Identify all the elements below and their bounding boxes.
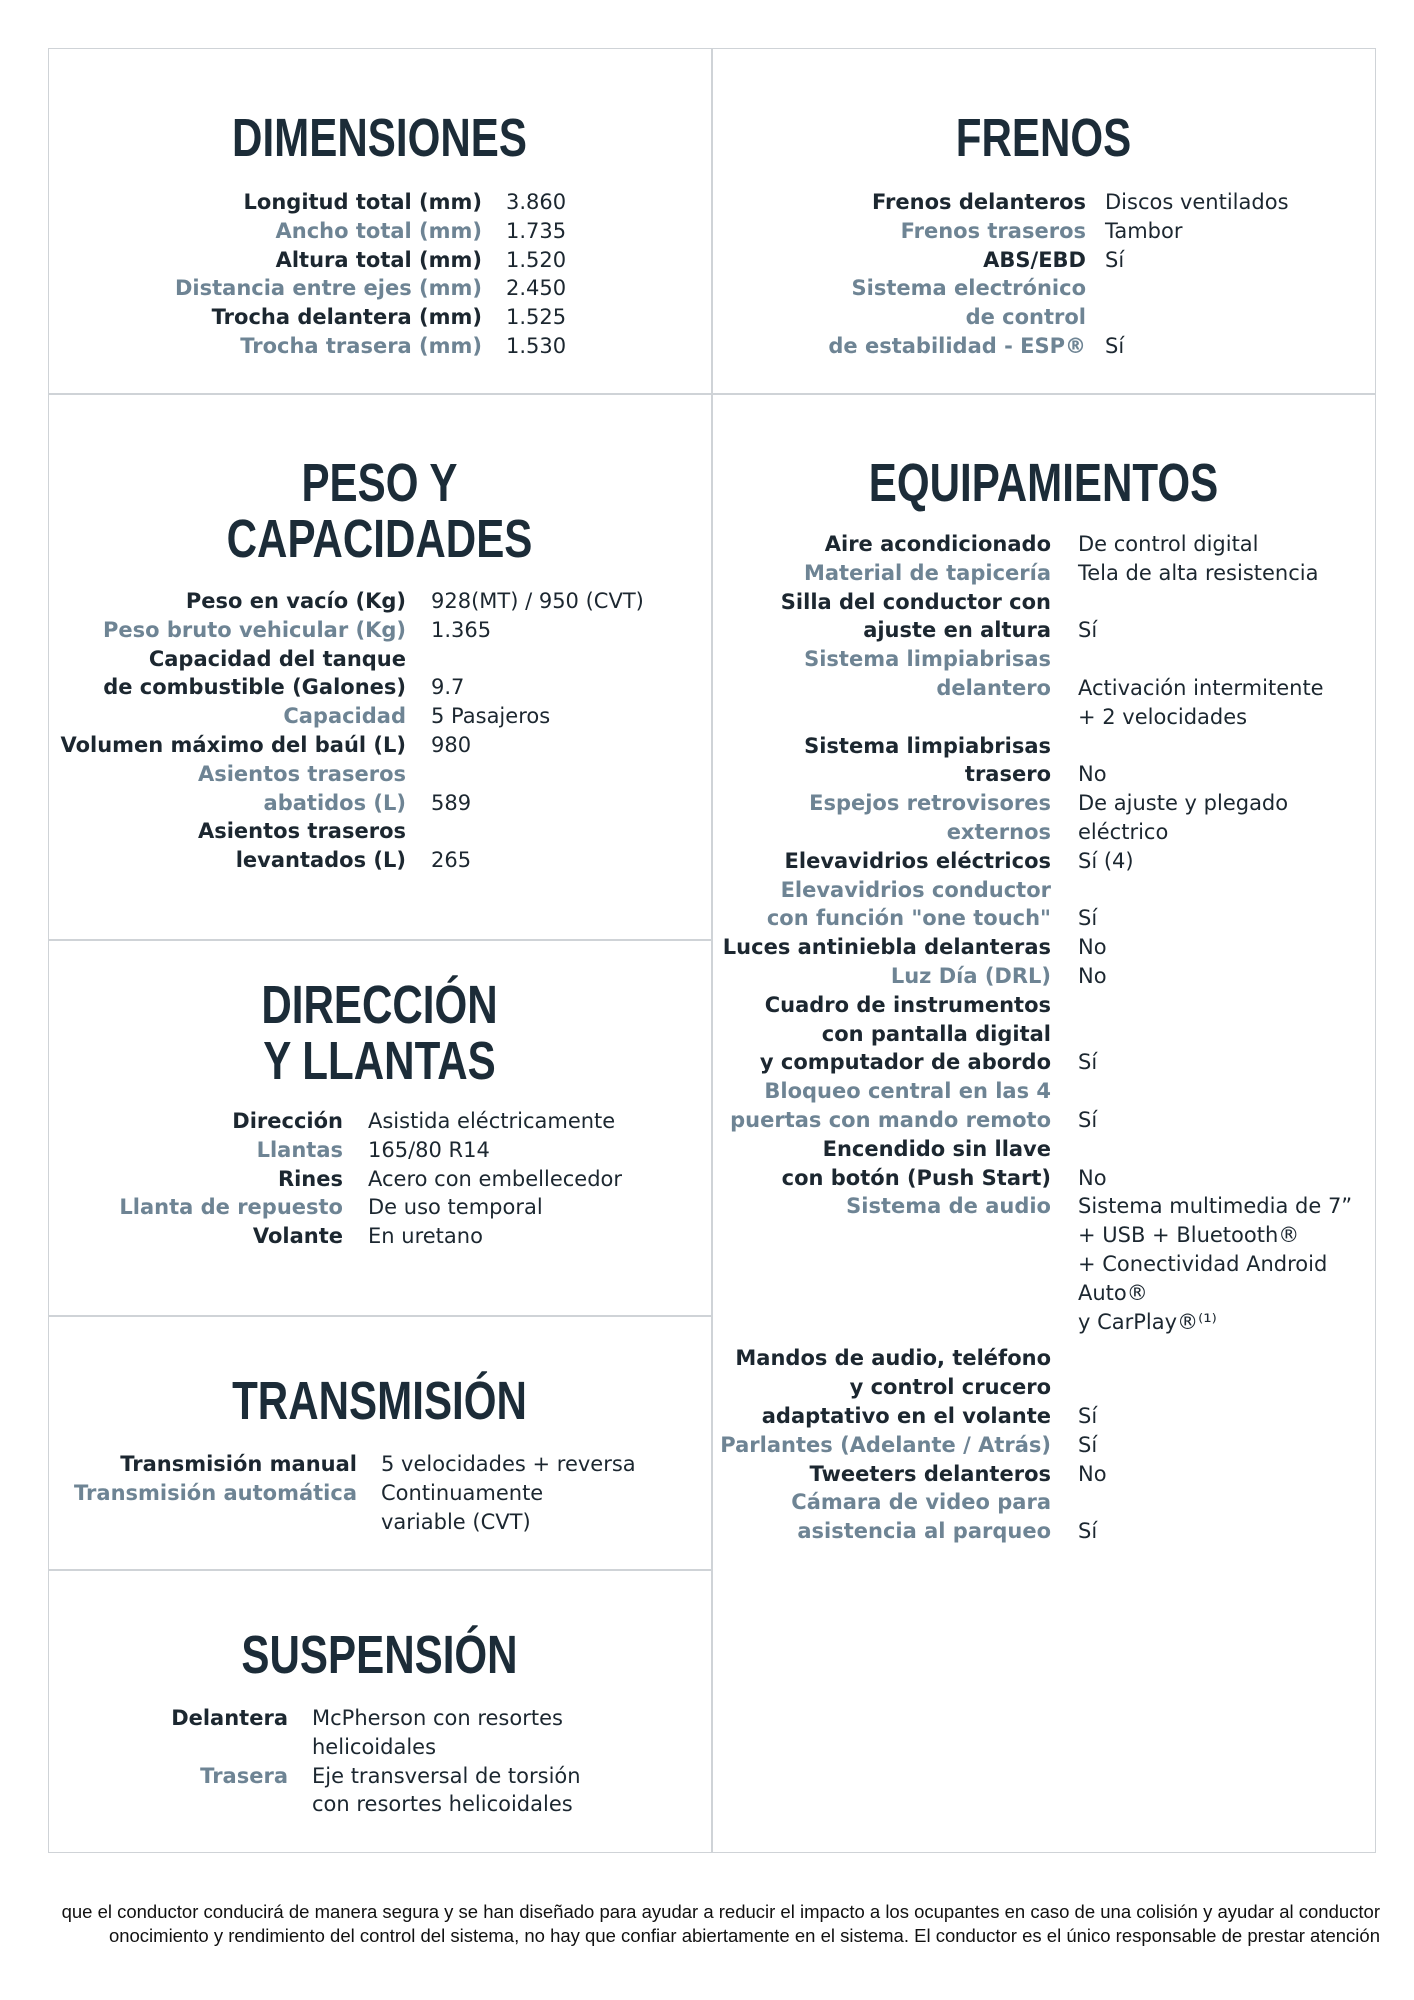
footer-disclaimer-line: que el conductor conducirá de manera segura y se han diseñado para ayudar a reducir el impacto a los ocupantes en caso de una colisión y ayudar al conductor bbox=[61, 1901, 1380, 1922]
spec-value: No bbox=[1078, 935, 1107, 960]
spec-label: Asientos traseros bbox=[197, 761, 406, 786]
spec-label: Tweeters delanteros bbox=[809, 1461, 1051, 1486]
spec-label: con pantalla digital bbox=[821, 1021, 1051, 1046]
spec-value: Sí bbox=[1078, 618, 1098, 643]
spec-row bbox=[711, 332, 1376, 361]
spec-row bbox=[711, 933, 1376, 962]
section-title: DIRECCIÓN bbox=[261, 975, 498, 1035]
spec-row bbox=[711, 732, 1376, 790]
spec-label: Luz Día (DRL) bbox=[890, 963, 1051, 988]
spec-table bbox=[711, 530, 1376, 1546]
spec-value: Continuamente bbox=[381, 1480, 544, 1505]
spec-label: Trocha delantera (mm) bbox=[211, 305, 482, 330]
spec-row bbox=[48, 616, 711, 645]
spec-row bbox=[711, 1135, 1376, 1164]
spec-row bbox=[48, 1222, 711, 1251]
spec-label: de control bbox=[965, 305, 1086, 330]
spec-row bbox=[48, 1479, 711, 1508]
spec-label: de combustible (Galones) bbox=[103, 675, 406, 700]
spec-row bbox=[711, 188, 1376, 217]
spec-label: levantados (L) bbox=[235, 848, 406, 873]
spec-row bbox=[711, 559, 1376, 588]
spec-row bbox=[48, 1450, 711, 1479]
spec-row bbox=[48, 846, 711, 875]
spec-value: Eje transversal de torsión bbox=[312, 1763, 581, 1788]
spec-row bbox=[48, 246, 711, 275]
spec-row bbox=[711, 1164, 1376, 1193]
section-title: DIMENSIONES bbox=[232, 108, 527, 168]
spec-label: Asientos traseros bbox=[197, 819, 406, 844]
spec-value: Sí bbox=[1078, 1107, 1098, 1132]
spec-table bbox=[48, 587, 711, 875]
spec-label: Delantera bbox=[171, 1706, 288, 1730]
spec-row bbox=[711, 1431, 1376, 1460]
spec-value: Sí bbox=[1105, 247, 1125, 272]
spec-row bbox=[48, 1193, 711, 1222]
spec-value: Sí bbox=[1078, 1519, 1098, 1544]
spec-row bbox=[48, 1704, 711, 1733]
spec-row bbox=[711, 217, 1376, 246]
spec-label: Peso bruto vehicular (Kg) bbox=[102, 617, 406, 642]
spec-label: con función "one touch" bbox=[766, 906, 1051, 931]
spec-value: 165/80 R14 bbox=[368, 1137, 490, 1162]
spec-label: Frenos traseros bbox=[900, 218, 1086, 243]
spec-label: ajuste en altura bbox=[863, 618, 1051, 643]
spec-value: 1.525 bbox=[506, 305, 567, 330]
spec-row bbox=[711, 1077, 1376, 1106]
footer-disclaimer-line: onocimiento y rendimiento del control del sistema, no hay que confiar abiertamente en el sistema. El conductor es el único responsable de prestar atención bbox=[108, 1925, 1380, 1946]
spec-label: Mandos de audio, teléfono bbox=[735, 1346, 1051, 1371]
spec-value: Sí bbox=[1078, 906, 1098, 931]
spec-row bbox=[48, 1165, 711, 1194]
spec-value: Sí bbox=[1078, 1432, 1098, 1457]
spec-label: Trocha trasera (mm) bbox=[240, 333, 482, 358]
spec-value: No bbox=[1078, 1461, 1107, 1486]
spec-row bbox=[48, 789, 711, 818]
spec-label: Elevavidrios eléctricos bbox=[784, 848, 1051, 873]
spec-label: abatidos (L) bbox=[263, 790, 406, 815]
spec-value: 1.520 bbox=[506, 247, 567, 272]
spec-row bbox=[711, 1308, 1376, 1337]
spec-row bbox=[711, 1106, 1376, 1135]
spec-value: 589 bbox=[431, 790, 472, 815]
spec-value: y CarPlay®⁽¹⁾ bbox=[1078, 1309, 1217, 1334]
spec-row bbox=[711, 1192, 1376, 1221]
spec-label: y computador de abordo bbox=[759, 1050, 1051, 1075]
spec-label: Silla del conductor con bbox=[780, 589, 1051, 614]
spec-row bbox=[48, 587, 711, 616]
spec-row bbox=[48, 1762, 711, 1791]
spec-row bbox=[711, 674, 1376, 703]
spec-row bbox=[48, 817, 711, 846]
spec-table bbox=[48, 188, 711, 361]
section-title: EQUIPAMIENTOS bbox=[868, 453, 1219, 513]
spec-label: con botón (Push Start) bbox=[781, 1165, 1051, 1190]
spec-value: Acero con embellecedor bbox=[368, 1166, 623, 1191]
spec-label: Altura total (mm) bbox=[275, 247, 482, 272]
spec-row bbox=[48, 702, 711, 731]
spec-value: con resortes helicoidales bbox=[312, 1792, 573, 1817]
spec-row bbox=[48, 303, 711, 332]
spec-row bbox=[711, 876, 1376, 905]
spec-value: Tela de alta resistencia bbox=[1078, 560, 1319, 585]
spec-row bbox=[48, 217, 711, 246]
spec-label: Bloqueo central en las 4 bbox=[764, 1079, 1051, 1104]
section-equipamientos bbox=[711, 393, 1376, 1853]
spec-value: No bbox=[1078, 1165, 1107, 1190]
spec-value: No bbox=[1078, 963, 1107, 988]
spec-row bbox=[711, 904, 1376, 933]
spec-row bbox=[711, 847, 1376, 876]
spec-table bbox=[48, 1704, 711, 1819]
spec-table bbox=[48, 1450, 711, 1536]
spec-label: Sistema limpiabrisas trasero bbox=[804, 733, 1051, 787]
spec-value: 2.450 bbox=[506, 276, 567, 301]
spec-value: 5 velocidades + reversa bbox=[381, 1452, 636, 1476]
spec-row bbox=[48, 760, 711, 789]
spec-label: Encendido sin llave bbox=[822, 1136, 1051, 1161]
spec-row bbox=[48, 731, 711, 760]
spec-label: Capacidad bbox=[283, 704, 406, 729]
spec-value: 1.735 bbox=[506, 218, 567, 243]
spec-row bbox=[48, 188, 711, 217]
section-title: TRANSMISIÓN bbox=[232, 1371, 527, 1431]
spec-row bbox=[711, 789, 1376, 847]
spec-value: variable (CVT) bbox=[381, 1509, 531, 1534]
spec-label: Distancia entre ejes (mm) bbox=[174, 276, 482, 301]
section-title: SUSPENSIÓN bbox=[241, 1625, 518, 1685]
spec-label: Ancho total (mm) bbox=[275, 218, 482, 243]
spec-label: Espejos retrovisores externos bbox=[809, 791, 1051, 844]
spec-value: + Conectividad Android Auto® bbox=[1078, 1251, 1328, 1305]
spec-value: Activación intermitente bbox=[1078, 675, 1324, 700]
spec-row bbox=[711, 588, 1376, 617]
spec-row bbox=[711, 1344, 1376, 1373]
section-title: FRENOS bbox=[955, 108, 1132, 168]
section-suspension bbox=[48, 1569, 711, 1853]
spec-value: De control digital bbox=[1078, 532, 1259, 556]
spec-label: Cuadro de instrumentos bbox=[764, 992, 1051, 1017]
spec-label: Volumen máximo del baúl (L) bbox=[60, 732, 406, 757]
spec-value: Sí bbox=[1078, 1050, 1098, 1075]
spec-value: 265 bbox=[431, 848, 472, 873]
spec-label: Parlantes (Adelante / Atrás) bbox=[720, 1432, 1051, 1457]
section-transmision bbox=[48, 1315, 711, 1569]
spec-row bbox=[711, 1460, 1376, 1489]
spec-table bbox=[48, 1107, 711, 1251]
spec-table bbox=[711, 188, 1376, 361]
spec-label: Transmisión automática bbox=[74, 1480, 357, 1505]
spec-value: Sistema multimedia de 7” bbox=[1078, 1194, 1353, 1219]
spec-label: puertas con mando remoto bbox=[730, 1107, 1051, 1132]
spec-row bbox=[711, 1402, 1376, 1431]
spec-label: Transmisión manual bbox=[120, 1452, 357, 1476]
spec-label: adaptativo en el volante bbox=[761, 1403, 1051, 1428]
spec-row bbox=[711, 616, 1376, 645]
spec-row bbox=[711, 1517, 1376, 1546]
spec-label: asistencia al parqueo bbox=[797, 1519, 1051, 1544]
spec-row bbox=[48, 1136, 711, 1165]
spec-row bbox=[48, 645, 711, 674]
spec-label: Cámara de video para bbox=[791, 1490, 1051, 1515]
spec-label: Rines bbox=[277, 1166, 343, 1191]
spec-row bbox=[711, 1488, 1376, 1517]
spec-label: de estabilidad - ESP® bbox=[828, 333, 1086, 358]
spec-value: helicoidales bbox=[312, 1734, 437, 1759]
spec-label: Luces antiniebla delanteras bbox=[722, 935, 1051, 960]
spec-row bbox=[48, 1508, 711, 1537]
spec-label: Sistema electrónico bbox=[851, 276, 1086, 301]
section-title: Y LLANTAS bbox=[263, 1031, 496, 1091]
spec-value: Sí (4) bbox=[1078, 848, 1134, 873]
spec-row bbox=[711, 303, 1376, 332]
spec-row bbox=[711, 1373, 1376, 1402]
spec-label: y control crucero bbox=[849, 1375, 1051, 1400]
spec-label: Aire acondicionado bbox=[824, 532, 1051, 556]
section-title: CAPACIDADES bbox=[226, 509, 533, 569]
spec-row bbox=[48, 1107, 711, 1136]
spec-label: Capacidad del tanque bbox=[148, 646, 406, 671]
spec-value: De ajuste y plegado eléctrico bbox=[1078, 791, 1289, 844]
spec-value: 928(MT) / 950 (CVT) bbox=[431, 589, 644, 613]
spec-label: Sistema de audio bbox=[846, 1194, 1051, 1219]
spec-value: McPherson con resortes bbox=[312, 1706, 563, 1730]
spec-label: Frenos delanteros bbox=[872, 190, 1086, 214]
spec-label: Peso en vacío (Kg) bbox=[185, 589, 406, 613]
spec-row bbox=[48, 332, 711, 361]
spec-value: Discos ventilados bbox=[1105, 190, 1289, 214]
section-dimensiones bbox=[48, 48, 711, 393]
spec-row bbox=[711, 1020, 1376, 1049]
spec-label: Elevavidrios conductor bbox=[780, 877, 1051, 902]
spec-value: De uso temporal bbox=[368, 1195, 543, 1220]
spec-label: ABS/EBD bbox=[983, 247, 1086, 272]
spec-value: Sí bbox=[1105, 333, 1125, 358]
spec-row bbox=[711, 1221, 1376, 1250]
spec-value: Sí bbox=[1078, 1403, 1098, 1428]
spec-label: Llanta de repuesto bbox=[119, 1195, 343, 1220]
spec-value: Asistida eléctricamente bbox=[368, 1109, 616, 1133]
spec-row bbox=[711, 991, 1376, 1020]
spec-row bbox=[711, 246, 1376, 275]
section-frenos bbox=[711, 48, 1376, 393]
spec-label: Trasera bbox=[200, 1763, 288, 1788]
spec-row bbox=[48, 673, 711, 702]
spec-value: 3.860 bbox=[506, 190, 567, 214]
spec-label: Sistema limpiabrisas bbox=[804, 647, 1051, 672]
spec-row bbox=[711, 530, 1376, 559]
spec-value: 1.530 bbox=[506, 333, 567, 358]
spec-value: + USB + Bluetooth® bbox=[1078, 1223, 1300, 1248]
spec-value: 980 bbox=[431, 732, 472, 757]
section-title: PESO Y bbox=[301, 453, 458, 513]
spec-row bbox=[48, 274, 711, 303]
spec-label: Material de tapicería bbox=[803, 560, 1051, 585]
spec-row bbox=[711, 1250, 1376, 1308]
spec-value: Tambor bbox=[1105, 218, 1183, 243]
section-direccion-llantas bbox=[48, 939, 711, 1315]
spec-value: + 2 velocidades bbox=[1078, 704, 1248, 729]
spec-row bbox=[48, 1733, 711, 1762]
spec-label: Dirección bbox=[232, 1109, 343, 1133]
spec-label: Volante bbox=[252, 1224, 343, 1249]
spec-row bbox=[48, 1790, 711, 1819]
section-peso-capacidades bbox=[48, 393, 711, 939]
spec-row bbox=[711, 703, 1376, 732]
spec-value: En uretano bbox=[368, 1224, 483, 1249]
spec-row bbox=[711, 962, 1376, 991]
spec-label: Llantas bbox=[256, 1137, 343, 1162]
spec-label: Longitud total (mm) bbox=[243, 190, 482, 214]
spec-row bbox=[711, 1048, 1376, 1077]
spec-row bbox=[711, 274, 1376, 303]
spec-value: 9.7 bbox=[431, 675, 465, 700]
spec-row bbox=[711, 645, 1376, 674]
spec-value: 1.365 bbox=[431, 617, 492, 642]
spec-value: No bbox=[1078, 762, 1107, 787]
spec-value: 5 Pasajeros bbox=[431, 704, 551, 729]
spec-label: delantero bbox=[936, 675, 1051, 700]
